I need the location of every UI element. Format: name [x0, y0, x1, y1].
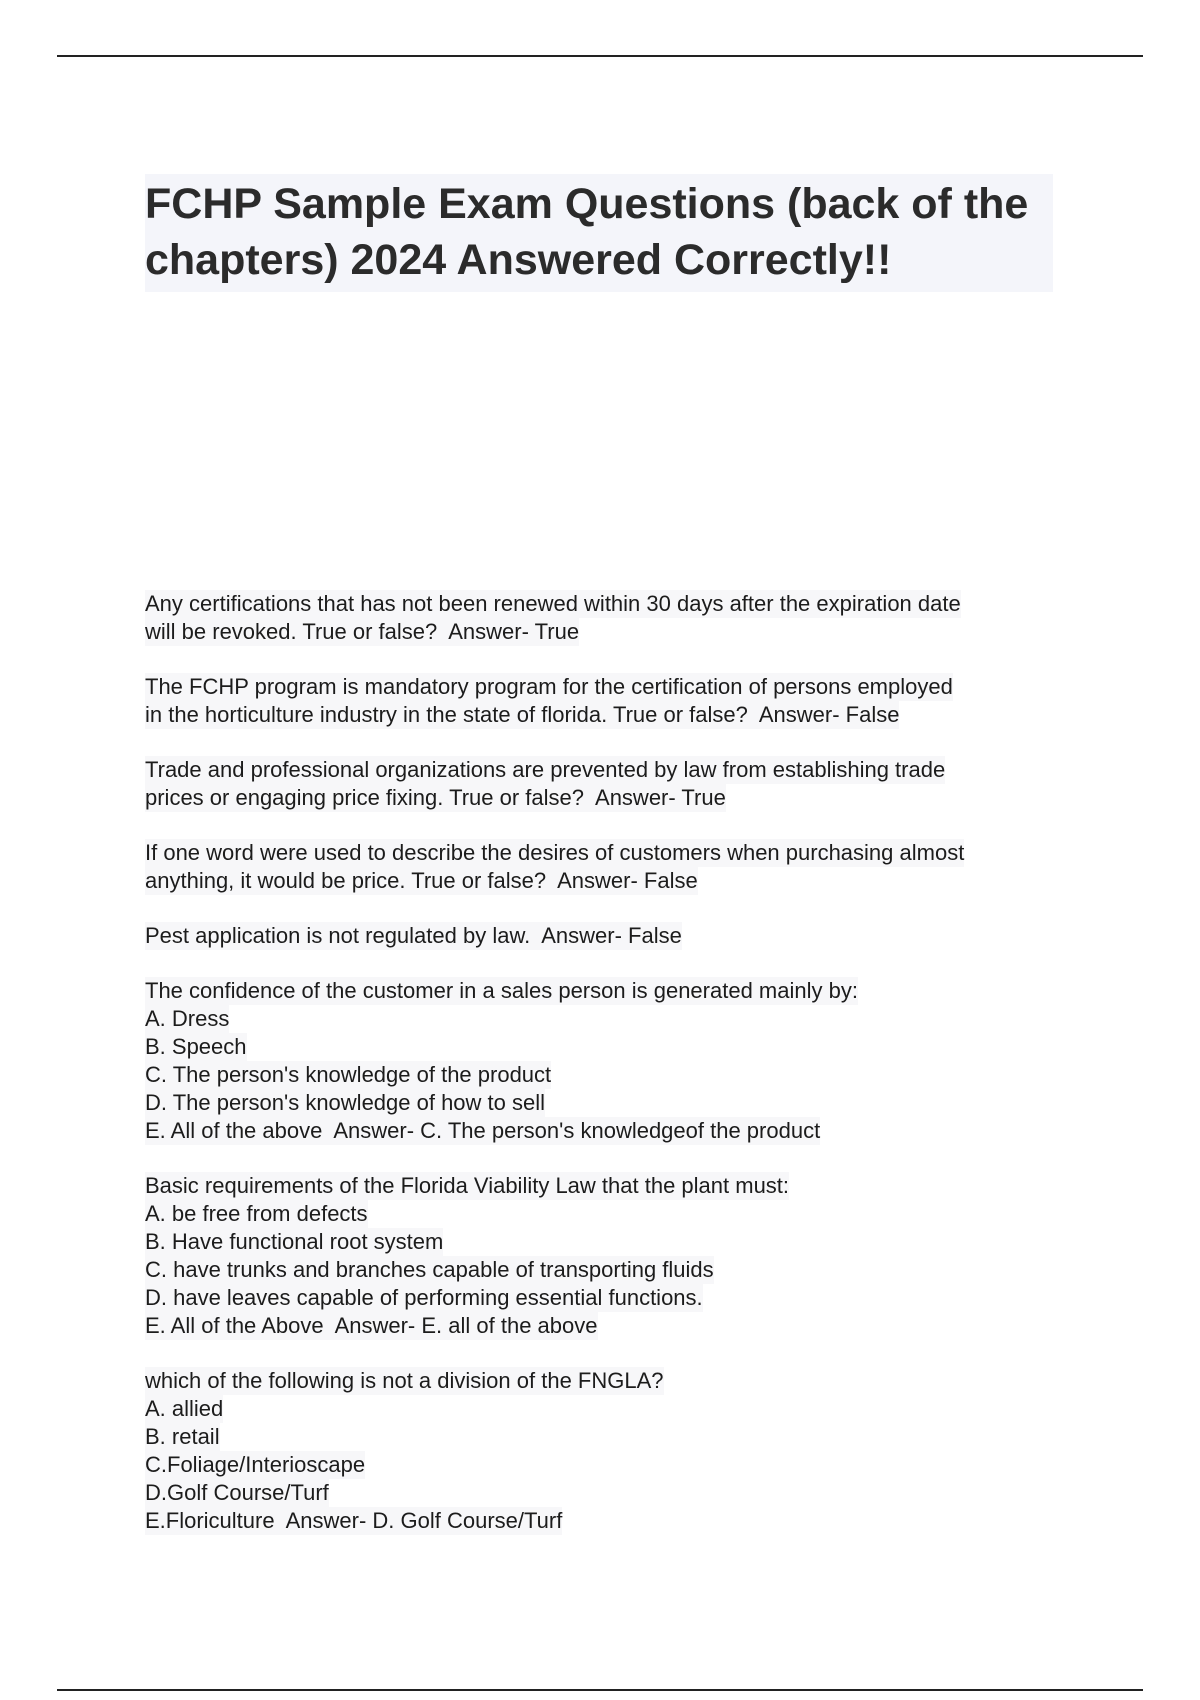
top-rule [57, 55, 1143, 57]
question-3 [145, 756, 1065, 812]
question-line: will be revoked. True or false? Answer- True [145, 619, 580, 644]
option-line: A. allied [145, 1396, 224, 1421]
question-6 [145, 977, 1065, 1145]
question-line: The confidence of the customer in a sales person is generated mainly by: [145, 978, 858, 1003]
option-line: D. have leaves capable of performing essential functions. [145, 1285, 703, 1310]
option-line: B. retail [145, 1424, 220, 1449]
question-8 [145, 1367, 1065, 1535]
question-line: Basic requirements of the Florida Viability Law that the plant must: [145, 1173, 790, 1198]
option-line: C.Foliage/Interioscape [145, 1452, 366, 1477]
option-line: D.Golf Course/Turf [145, 1480, 329, 1505]
answer-line: E. All of the Above Answer- E. all of the above [145, 1313, 598, 1338]
question-line: Any certifications that has not been renewed within 30 days after the expiration date [145, 591, 961, 616]
question-line: in the horticulture industry in the state of florida. True or false? Answer- False [145, 702, 900, 727]
question-line: which of the following is not a division of the FNGLA? [145, 1368, 664, 1393]
question-4 [145, 839, 1065, 895]
question-2 [145, 673, 1065, 729]
option-line: A. Dress [145, 1006, 230, 1031]
question-line: Pest application is not regulated by law. Answer- False [145, 923, 682, 948]
question-line: prices or engaging price fixing. True or false? Answer- True [145, 785, 726, 810]
answer-line: E.Floriculture Answer- D. Golf Course/Turf [145, 1508, 563, 1533]
bottom-rule [57, 1689, 1143, 1691]
option-line: A. be free from defects [145, 1201, 368, 1226]
question-1 [145, 590, 1065, 646]
document-title: FCHP Sample Exam Questions (back of the chapters) 2024 Answered Correctly!! [145, 174, 1053, 292]
option-line: C. The person's knowledge of the product [145, 1062, 552, 1087]
option-line: C. have trunks and branches capable of transporting fluids [145, 1257, 714, 1282]
question-5 [145, 922, 1065, 950]
option-line: B. Speech [145, 1034, 247, 1059]
option-line: B. Have functional root system [145, 1229, 444, 1254]
question-line: anything, it would be price. True or false? Answer- False [145, 868, 698, 893]
question-line: The FCHP program is mandatory program for the certification of persons employed [145, 674, 953, 699]
question-list [145, 590, 1065, 1562]
answer-line: E. All of the above Answer- C. The person's knowledgeof the product [145, 1118, 821, 1143]
option-line: D. The person's knowledge of how to sell [145, 1090, 546, 1115]
question-line: Trade and professional organizations are prevented by law from establishing trade [145, 757, 946, 782]
question-7 [145, 1172, 1065, 1340]
question-line: If one word were used to describe the desires of customers when purchasing almost [145, 840, 965, 865]
